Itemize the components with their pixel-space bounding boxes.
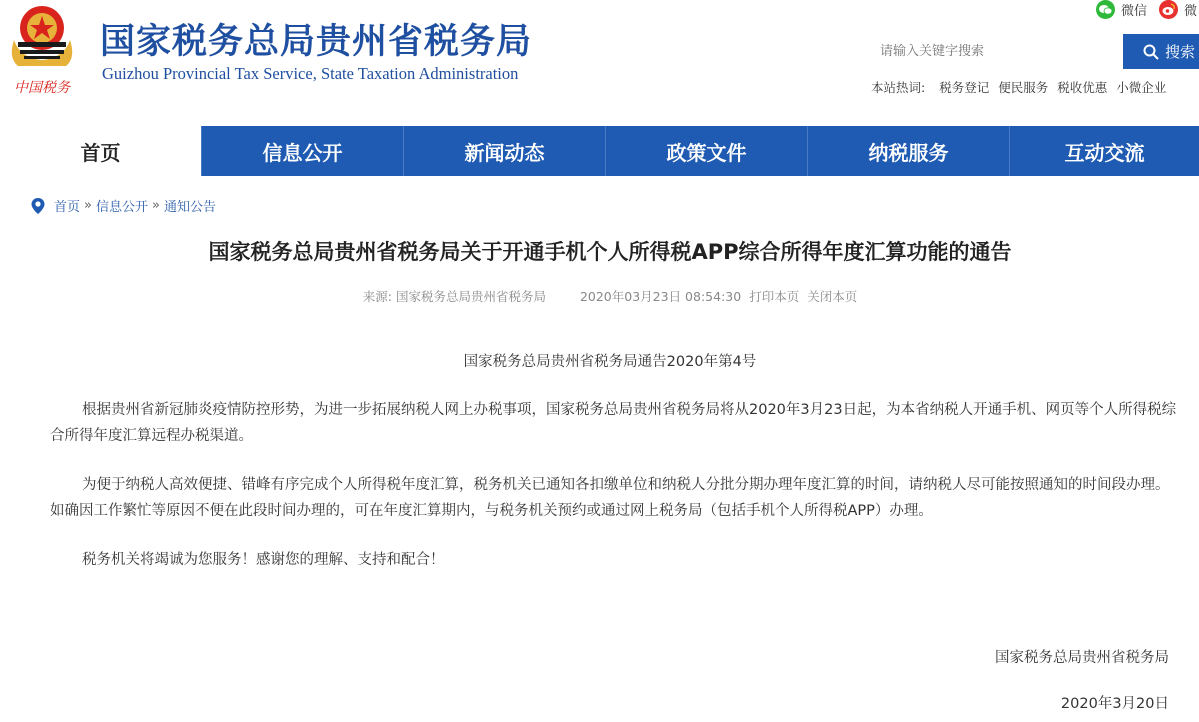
wechat-icon[interactable] bbox=[1096, 0, 1115, 19]
article-signature: 国家税务总局贵州省税务局 bbox=[995, 650, 1169, 666]
weibo-icon[interactable] bbox=[1159, 0, 1178, 19]
hot-words bbox=[871, 78, 1171, 96]
document-number: 国家税务总局贵州省税务局通告2020年第4号 bbox=[463, 354, 757, 370]
nav-item-info-disclosure[interactable]: 信息公开 bbox=[202, 126, 404, 176]
nav-item-home[interactable]: 首页 bbox=[0, 126, 202, 176]
main-nav bbox=[0, 126, 1199, 176]
hot-words-label: 本站热词: bbox=[871, 80, 926, 95]
article-paragraph: 根据贵州省新冠肺炎疫情防控形势，为进一步拓展纳税人网上办税事项，国家税务总局贵州省税务局将从2020年3月23日起，为本省纳税人开通手机、网页等个人所得税综合所得年度汇算远程办税渠道。 bbox=[50, 402, 1177, 444]
nav-item-news[interactable]: 新闻动态 bbox=[404, 126, 606, 176]
hot-link-convenience-service[interactable]: 便民服务 bbox=[998, 80, 1049, 95]
search-box bbox=[868, 34, 1124, 69]
hot-link-small-enterprises[interactable]: 小微企业 bbox=[1116, 80, 1167, 95]
hot-link-tax-incentives[interactable]: 税收优惠 bbox=[1057, 80, 1108, 95]
article-time: 2020年03月23日 08:54:30 bbox=[579, 289, 742, 304]
weibo-label[interactable]: 微 bbox=[1184, 4, 1198, 19]
article-date: 2020年3月20日 bbox=[1060, 696, 1169, 712]
breadcrumb-separator: » bbox=[84, 198, 92, 213]
breadcrumb-separator: » bbox=[152, 198, 160, 213]
search-icon bbox=[1143, 44, 1159, 60]
nav-item-policy[interactable]: 政策文件 bbox=[606, 126, 808, 176]
search-button[interactable] bbox=[1123, 34, 1199, 69]
article-paragraph: 税务机关将竭诚为您服务！感谢您的理解、支持和配合！ bbox=[82, 552, 445, 568]
nav-item-tax-service[interactable]: 纳税服务 bbox=[808, 126, 1010, 176]
article-paragraph: 为便于纳税人高效便捷、错峰有序完成个人所得税年度汇算，税务机关已通知各扣缴单位和纳税人分批分期办理年度汇算的时间，请纳税人尽可能按照通知的时间段办理。如确因工作繁忙等原因不便在此段时间办理的，可在年度汇算期内，与税务机关预约或通过网上税务局（包括手机个人所得税APP）办理。 bbox=[50, 477, 1170, 519]
location-pin-icon bbox=[30, 197, 46, 215]
breadcrumb-notices[interactable]: 通知公告 bbox=[163, 200, 216, 215]
social-links bbox=[1096, 0, 1197, 19]
nav-item-interaction[interactable]: 互动交流 bbox=[1064, 140, 1145, 165]
site-title[interactable]: 国家税务总局贵州省税务局 bbox=[100, 22, 533, 62]
article-title: 国家税务总局贵州省税务局关于开通手机个人所得税APP综合所得年度汇算功能的通告 bbox=[208, 240, 1012, 264]
article-meta bbox=[0, 287, 1199, 305]
wechat-label[interactable]: 微信 bbox=[1121, 4, 1148, 19]
close-page-link[interactable]: 关闭本页 bbox=[807, 289, 858, 304]
breadcrumb-info-disclosure[interactable]: 信息公开 bbox=[95, 200, 148, 215]
site-subtitle: Guizhou Provincial Tax Service, State Taxation Administration bbox=[102, 64, 519, 83]
emblem-text: 中国税务 bbox=[14, 80, 70, 96]
print-page-link[interactable]: 打印本页 bbox=[749, 289, 800, 304]
site-header bbox=[0, 0, 1199, 126]
breadcrumb bbox=[30, 196, 216, 215]
breadcrumb-home[interactable]: 首页 bbox=[54, 200, 81, 215]
article-source: 来源: 国家税务总局贵州省税务局 bbox=[362, 289, 546, 304]
tax-emblem-logo[interactable] bbox=[4, 0, 80, 100]
search-input[interactable] bbox=[868, 34, 1122, 69]
hot-link-tax-registration[interactable]: 税务登记 bbox=[939, 80, 990, 95]
search-button-label: 搜索 bbox=[1165, 43, 1196, 61]
